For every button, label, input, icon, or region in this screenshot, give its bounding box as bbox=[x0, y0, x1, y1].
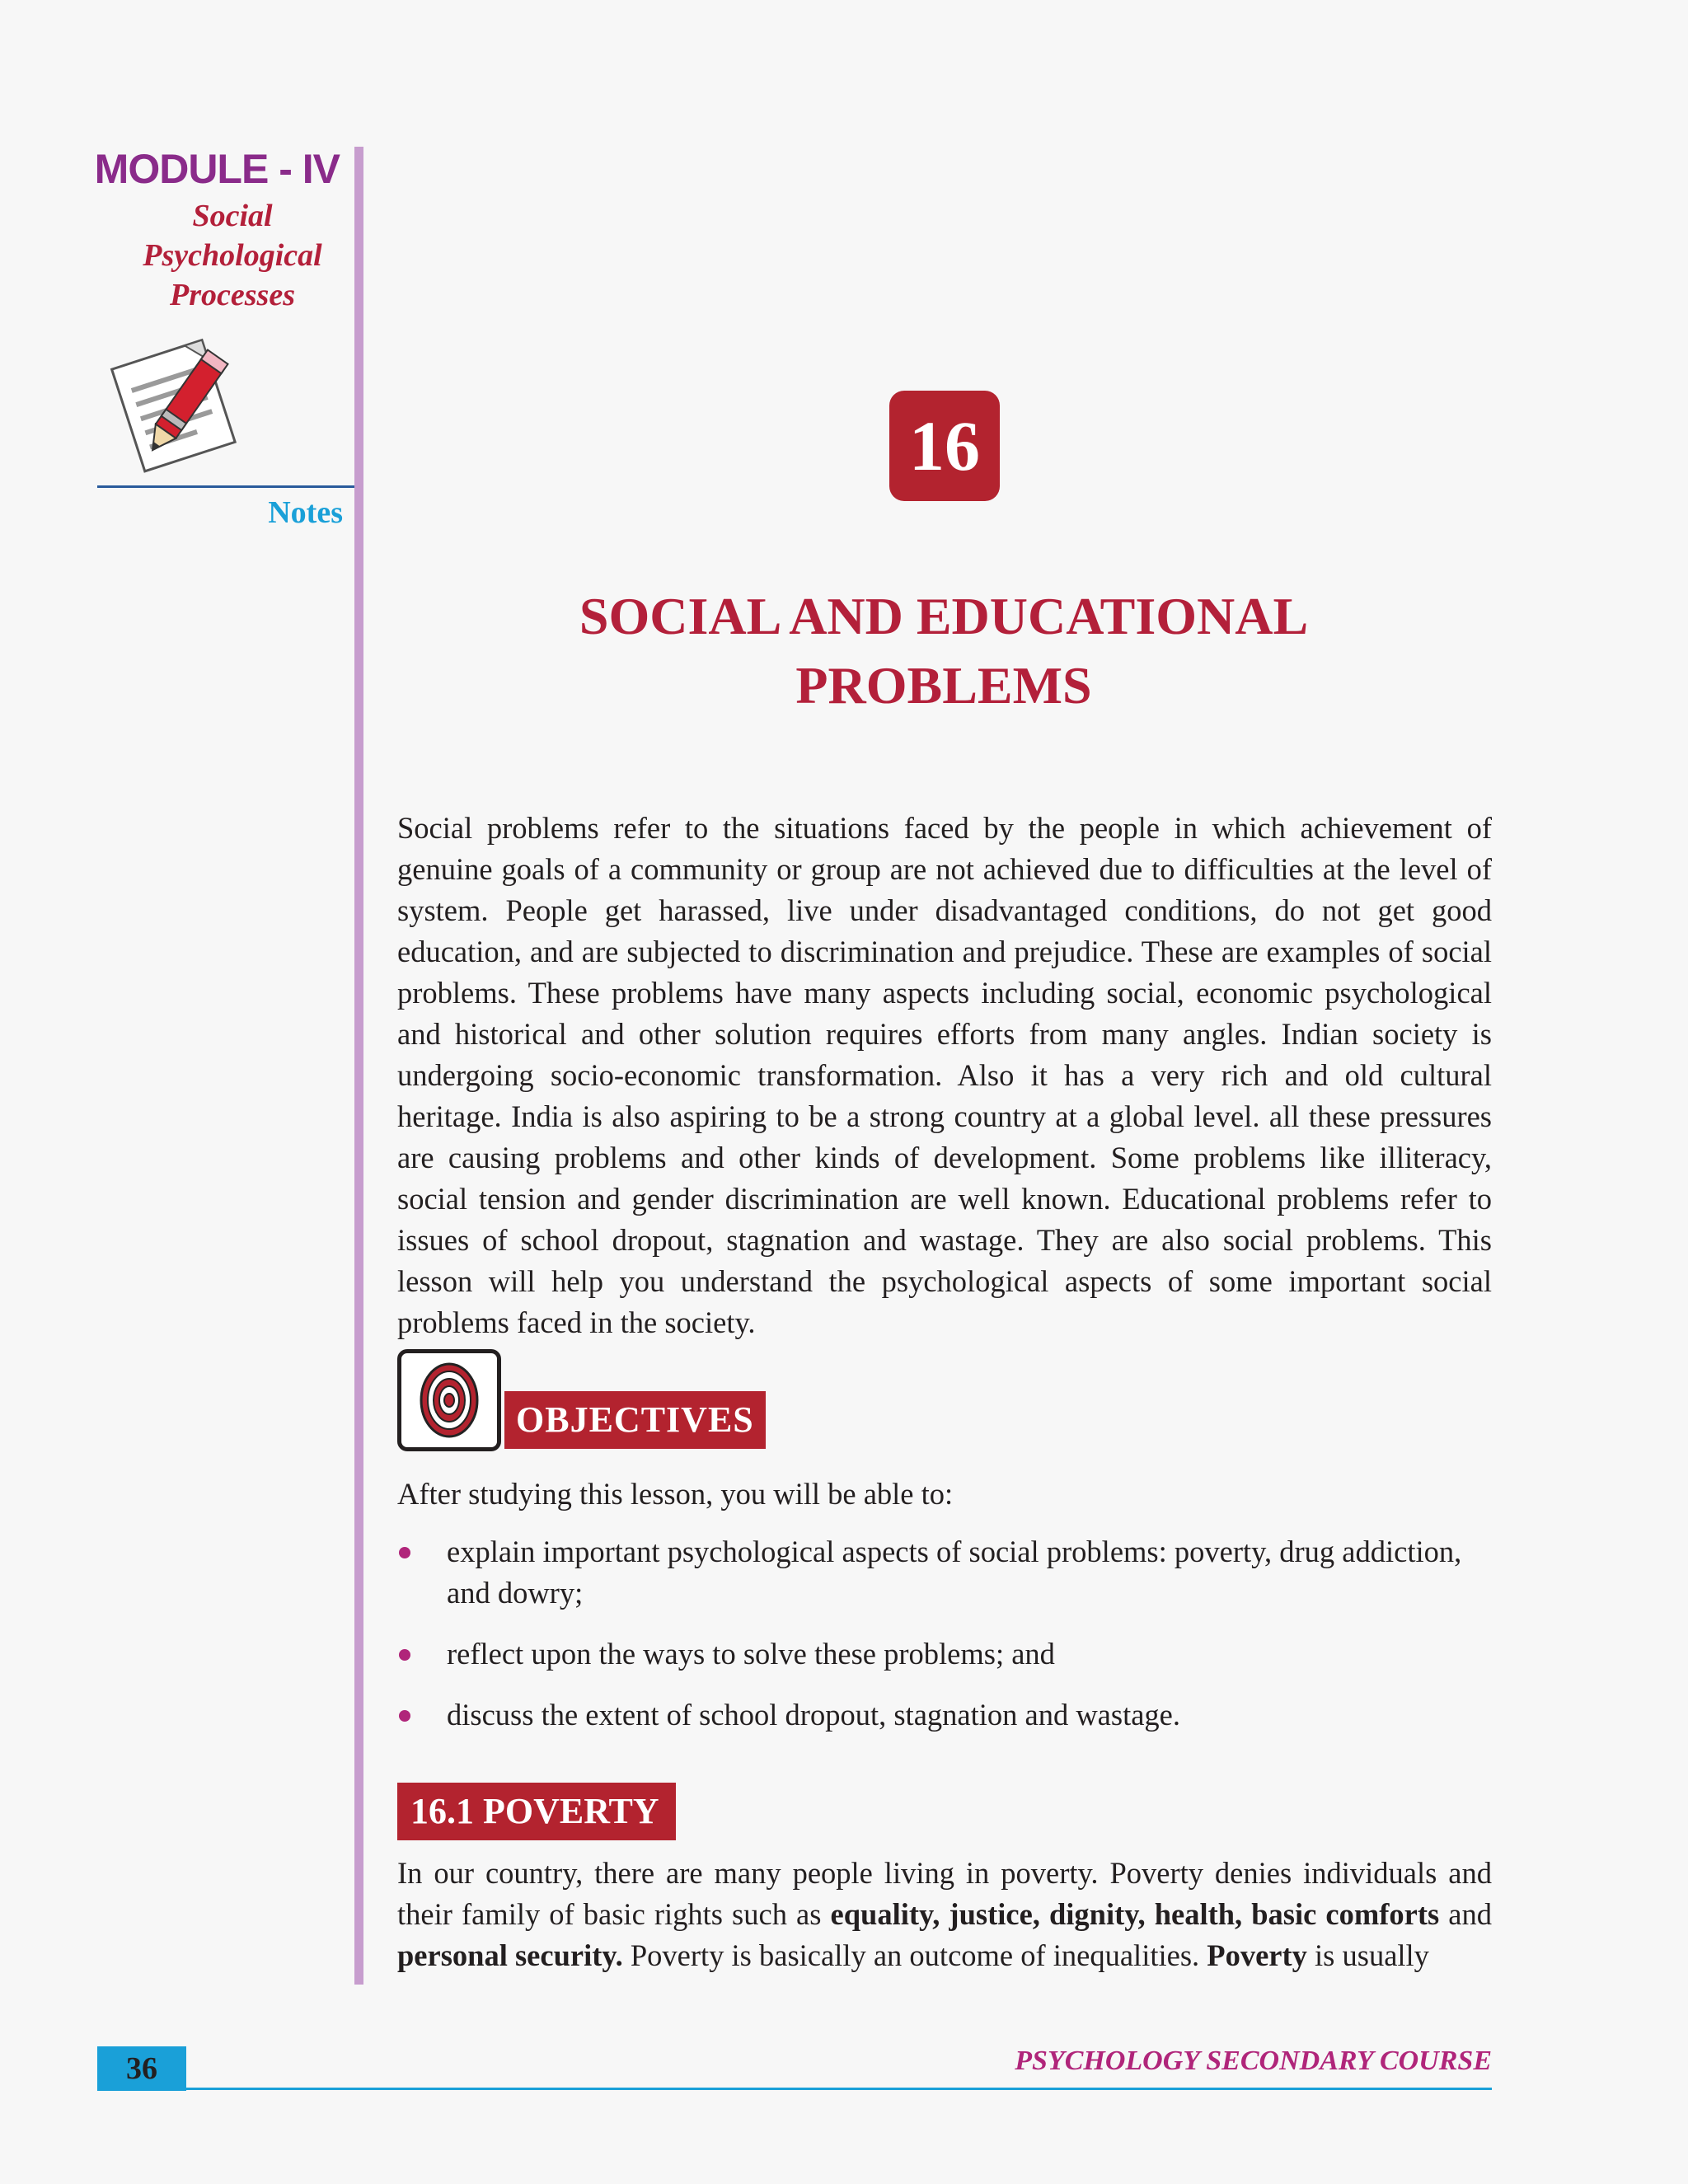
objective-text: explain important psychological aspects of social problems: poverty, drug addiction, and dowry; bbox=[447, 1535, 1462, 1610]
paragraph-text: and bbox=[1439, 1897, 1493, 1931]
notes-label: Notes bbox=[268, 495, 343, 530]
bold-phrase: personal security. bbox=[397, 1938, 623, 1972]
paragraph-text: is usually bbox=[1306, 1938, 1429, 1972]
bullet-icon bbox=[399, 1710, 410, 1722]
module-subtitle bbox=[82, 196, 382, 315]
course-title: PSYCHOLOGY SECONDARY COURSE bbox=[1015, 2046, 1492, 2076]
lesson-title bbox=[462, 582, 1426, 720]
lesson-title-line: PROBLEMS bbox=[795, 656, 1092, 715]
target-icon bbox=[397, 1349, 501, 1451]
notes-divider bbox=[97, 485, 354, 488]
paragraph-text: Poverty is basically an outcome of inequalities. bbox=[622, 1938, 1207, 1972]
objective-text: discuss the extent of school dropout, stagnation and wastage. bbox=[447, 1698, 1181, 1732]
bullet-icon bbox=[399, 1547, 410, 1558]
objectives-lead: After studying this lesson, you will be able to: bbox=[397, 1477, 954, 1511]
notepad-pencil-icon bbox=[97, 328, 262, 480]
module-subtitle-line: Psychological bbox=[143, 238, 322, 273]
lesson-number-badge: 16 bbox=[889, 391, 1000, 501]
intro-paragraph: Social problems refer to the situations faced by the people in which achievement of genuine goals of a community or group are not achieved due to difficulties at the level of system. People get harassed, live under disadvantaged conditions, do not get good education, and are subjected to discrimination and prejudice. These are examples of social problems. These problems have many aspects including social, economic psychological and historical and other solution requires efforts from many angles. Indian society is undergoing socio-economic transformation. Also it has a very rich and old cultural heritage. India is also aspiring to be a strong country at a global level. all these pressures are causing problems and other kinds of development. Some problems like illiteracy, social tension and gender discrimination are well known. Educational problems refer to issues of school dropout, stagnation and wastage. They are also social problems. This lesson will help you understand the psychological aspects of some important social problems faced in the society. bbox=[397, 811, 1492, 1339]
bold-phrase: equality, justice, dignity, health, basic comforts bbox=[830, 1897, 1440, 1931]
list-item bbox=[397, 1531, 1492, 1614]
lesson-title-line: SOCIAL AND EDUCATIONAL bbox=[579, 587, 1309, 645]
bullet-icon bbox=[399, 1649, 410, 1661]
paragraph-text: In our country, there are many people living in poverty. Poverty denies individuals and their family of basic rights such as bbox=[397, 1856, 1492, 1931]
margin-bar bbox=[354, 147, 363, 1985]
poverty-paragraph bbox=[397, 1853, 1492, 1976]
section-heading: 16.1 POVERTY bbox=[397, 1783, 676, 1840]
module-subtitle-line: Processes bbox=[170, 278, 295, 312]
objectives-heading: OBJECTIVES bbox=[504, 1391, 766, 1449]
list-item bbox=[397, 1633, 1492, 1675]
list-item bbox=[397, 1694, 1492, 1736]
footer-rule bbox=[97, 2088, 1492, 2090]
objective-text: reflect upon the ways to solve these problems; and bbox=[447, 1637, 1055, 1671]
module-subtitle-line: Social bbox=[192, 199, 273, 233]
bold-phrase: Poverty bbox=[1207, 1938, 1307, 1972]
objectives-list bbox=[397, 1531, 1492, 1755]
page-number: 36 bbox=[97, 2046, 186, 2091]
module-label: MODULE - IV bbox=[94, 146, 340, 192]
